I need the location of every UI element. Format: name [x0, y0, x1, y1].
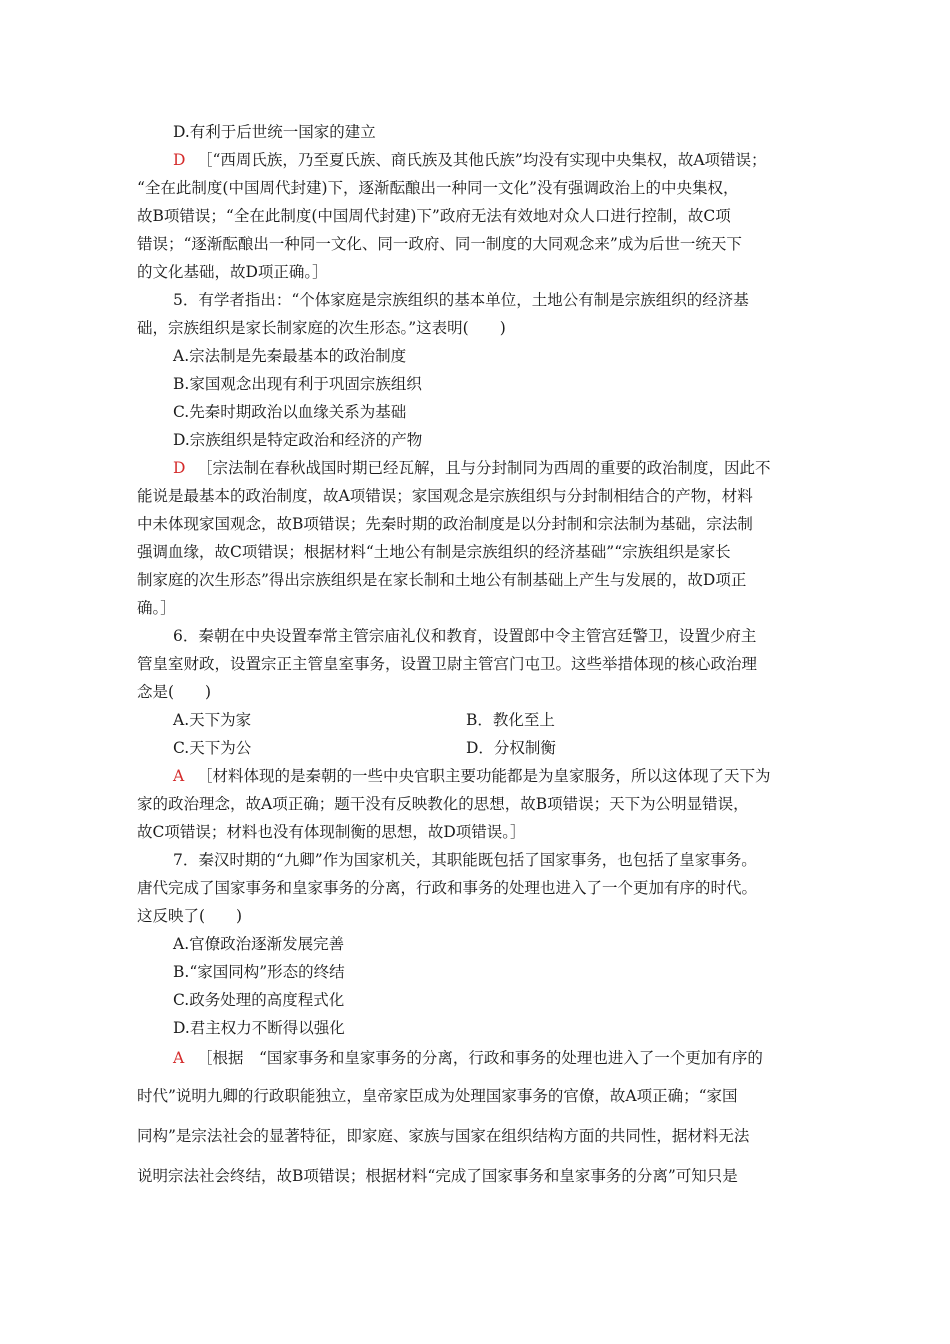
answer-letter: D	[173, 459, 186, 477]
text-line: 管皇室财政，设置宗正主管皇室事务，设置卫尉主管宫门屯卫。这些举措体现的核心政治理	[137, 655, 758, 673]
text-line: 6．秦朝在中央设置奉常主管宗庙礼仪和教育，设置郎中令主管宫廷警卫，设置少府主	[173, 627, 757, 645]
text-line: 同构”是宗法社会的显著特征，即家庭、家族与国家在组织结构方面的共同性，据材料无法	[137, 1127, 750, 1145]
text-line: C.天下为公	[173, 739, 252, 757]
text-line: 中未体现家国观念，故B项错误；先秦时期的政治制度是以分封制和宗法制为基础，宗法制	[137, 515, 753, 533]
text-line: D.君主权力不断得以强化	[173, 1019, 345, 1037]
text-line: 能说是最基本的政治制度，故A项错误；家国观念是宗族组织与分封制相结合的产物，材料	[137, 487, 753, 505]
text-line: A.宗法制是先秦最基本的政治制度	[173, 347, 407, 365]
text-line: 础，宗族组织是家长制家庭的次生形态。”这表明( )	[137, 319, 506, 337]
text-line: 的文化基础，故D项正确。］	[137, 263, 328, 281]
text-line: D.宗族组织是特定政治和经济的产物	[173, 431, 423, 449]
text-line: 时代”说明九卿的行政职能独立，皇帝家臣成为处理国家事务的官僚，故A项正确；“家国	[137, 1087, 738, 1105]
text-line: 5．有学者指出：“个体家庭是宗族组织的基本单位，土地公有制是宗族组织的经济基	[173, 291, 749, 309]
text-line: 7．秦汉时期的“九卿”作为国家机关，其职能既包括了国家事务，也包括了皇家事务。	[173, 851, 757, 869]
text-line: 家的政治理念，故A项正确；题干没有反映教化的思想，故B项错误；天下为公明显错误，	[137, 795, 749, 813]
text-line: 唐代完成了国家事务和皇家事务的分离，行政和事务的处理也进入了一个更加有序的时代。	[137, 879, 758, 897]
text-line: B．教化至上	[466, 711, 555, 729]
text-line: B.“家国同构”形态的终结	[173, 963, 345, 981]
text-line: ［根据 “国家事务和皇家事务的分离，行政和事务的处理也进入了一个更加有序的	[197, 1049, 763, 1067]
text-line: 确。］	[137, 599, 176, 617]
text-line: D．分权制衡	[466, 739, 556, 757]
answer-letter: A	[173, 1049, 185, 1067]
answer-letter: D	[173, 151, 186, 169]
text-line: ［材料体现的是秦朝的一些中央官职主要功能都是为皇家服务，所以这体现了天下为	[197, 767, 771, 785]
text-line: D.有利于后世统一国家的建立	[173, 123, 376, 141]
text-line: A.天下为家	[173, 711, 252, 729]
answer-letter: A	[173, 767, 185, 785]
text-line: 故C项错误；材料也没有体现制衡的思想，故D项错误。］	[137, 823, 526, 841]
text-line: 制家庭的次生形态”得出宗族组织是在家长制和土地公有制基础上产生与发展的，故D项正	[137, 571, 747, 589]
text-line: 强调血缘，故C项错误；根据材料“土地公有制是宗族组织的经济基础”“宗族组织是家长	[137, 543, 731, 561]
text-line: ［宗法制在春秋战国时期已经瓦解，且与分封制同为西周的重要的政治制度，因此不	[197, 459, 771, 477]
text-line: ［“西周氏族，乃至夏氏族、商氏族及其他氏族”均没有实现中央集权，故A项错误；	[197, 151, 767, 169]
text-line: 故B项错误；“全在此制度(中国周代封建)下”政府无法有效地对众人口进行控制，故C项	[137, 207, 731, 225]
text-line: 念是( )	[137, 683, 212, 701]
text-line: C.先秦时期政治以血缘关系为基础	[173, 403, 407, 421]
text-line: C.政务处理的高度程式化	[173, 991, 345, 1009]
text-line: 说明宗法社会终结，故B项错误；根据材料“完成了国家事务和皇家事务的分离”可知只是	[137, 1167, 738, 1185]
text-line: A.官僚政治逐渐发展完善	[173, 935, 345, 953]
text-line: 这反映了( )	[137, 907, 243, 925]
text-line: “全在此制度(中国周代封建)下，逐渐酝酿出一种同一文化”没有强调政治上的中央集权，	[137, 179, 739, 197]
text-line: 错误；“逐渐酝酿出一种同一文化、同一政府、同一制度的大同观念来”成为后世一统天下	[137, 235, 742, 253]
text-line: B.家国观念出现有利于巩固宗族组织	[173, 375, 422, 393]
